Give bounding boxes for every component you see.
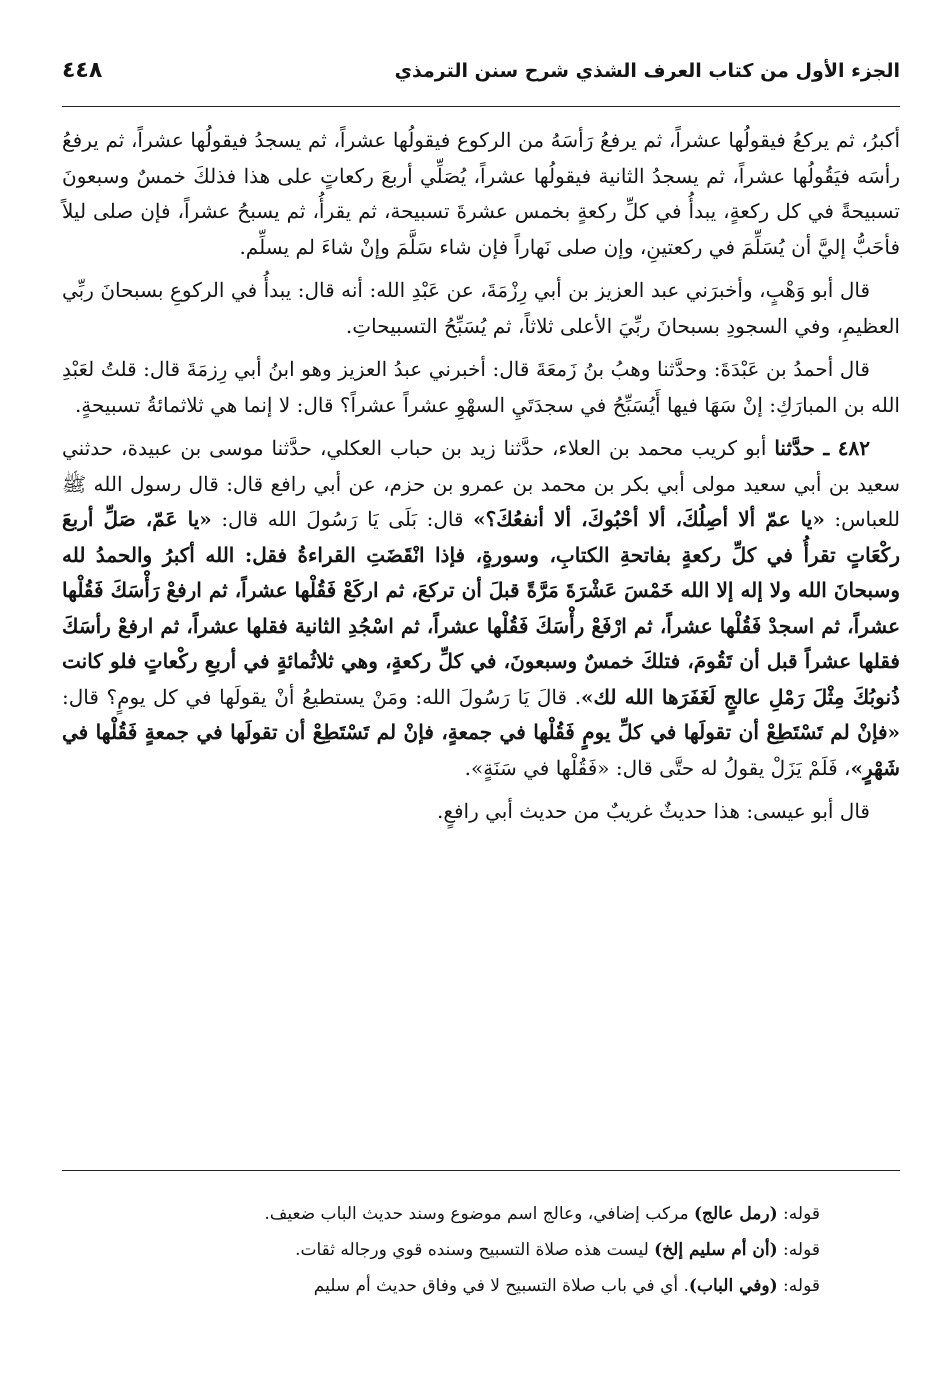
abu-isa-comment: قال أبو عيسى: هذا حديثٌ غريبٌ من حديث أبي رافعٍ. — [436, 799, 870, 823]
main-text — [62, 123, 900, 830]
footnote-prefix: قوله: — [777, 1204, 820, 1224]
footnotes — [62, 1196, 900, 1304]
hadith-text-4: ، فَلَمْ يَزَلْ يقولُ له حتَّى قال: «فَقُلْها في سَنَةٍ». — [464, 755, 851, 780]
book-title: الجزء الأول من كتاب العرف الشذي شرح سنن الترمذي — [394, 60, 900, 82]
footnote-text: مركب إضافي، وعالج اسم موضوع وسند حديث الباب ضعيف. — [264, 1204, 694, 1224]
hadith-number: ٤٨٢ ـ حدَّثنا — [774, 436, 871, 460]
footnote-text: . أي في باب صلاة التسبيح لا في وفاق حديث أم سليم — [313, 1276, 689, 1296]
hadith-482 — [62, 431, 900, 786]
paragraph-1: أكبرُ، ثم يركعُ فيقولُها عشراً، ثم يرفعُ رَأسَهُ من الركوع فيقولُها عشراً، ثم يسجدُ فيقولُها عشراً، ثم يرفعُ رأسَه فيَقُولُها عشراً، ثم يسجدُ الثانية فيقولُها عشراً، يُصَلِّي أربعَ ركعاتٍ على هذا فذلكَ خمسٌ وسبعونَ تسبيحةً في كل ركعةٍ، يبدأُ في كلِّ ركعةٍ بخمس عشرةَ تسبيحة، ثم يقرأُ، ثم يسبحُ عشراً، فإن صلى ليلاً فأحَبُّ إليَّ أن يُسَلِّمَ في ركعتينِ، وإن صلى نَهاراً فإن شاء سَلَّمَ وإنْ شاءَ لم يسلِّم. — [62, 128, 900, 259]
hadith-text-2: قال: بَلَى يَا رَسُولَ الله قال: — [211, 507, 474, 531]
hadith-quote-2: «يا عَمّ، صَلِّ أربعَ ركْعَاتٍ تقرأُ في كلِّ ركعةٍ بفاتحةِ الكتابِ، وسورةٍ، فإذا انْقَضَتِ القراءةُ فقل: الله أكبرُ والحمدُ لله وسبحانَ الله ولا إله إلا الله خَمْسَ عَشْرَةَ مَرَّةً قبلَ أن تركعَ، ثم اركَعْ فَقُلْها عشراً، ثم ارفعْ رَأْسَكَ فَقُلْها عشراً، ثم اسجدْ فَقُلْها عشراً، ثم ارْفَعْ رأْسَكَ فَقُلْها عشراً، ثم اسْجُدِ الثانية فقلها عشراً، ثم ارفعْ رأسَكَ فقلها عشراً قبل أن تَقُومَ، فتلكَ خمسٌ وسبعونَ، في كلِّ ركعةٍ، وهي ثلاثُمائةٍ في أربعِ ركْعاتٍ فلو كانت ذُنوبُكَ مِثْلَ رَمْلِ عالجٍ لَغَفَرَها الله لك» — [62, 507, 900, 709]
page-number: ٤٤٨ — [62, 58, 103, 83]
footnote-term: (أن أم سليم إلخ) — [654, 1240, 778, 1260]
hadith-quote-1: «يا عمّ ألا أصِلُكَ، ألا أحْبُوكَ، ألا أنفعُكَ؟» — [473, 507, 825, 531]
footnote-divider — [62, 1170, 900, 1171]
footnote-term: (رمل عالج) — [693, 1204, 778, 1224]
paragraph-2: قال أبو وَهْبٍ، وأخبرَني عبد العزيز بن أبي رِزْمَةَ، عن عَبْدِ الله: أنه قال: يبدأُ في الركوعِ بسبحانَ ربِّي العظيمِ، وفي السجودِ بسبحانَ ربِّيَ الأعلى ثلاثاً، ثم يُسَبِّحُ التسبيحاتِ. — [62, 278, 900, 338]
paragraph-3: قال أحمدُ بن عَبْدَةَ: وحدَّثنا وهبُ بنُ زَمعَةَ قال: أخبرني عبدُ العزيز وهو ابنُ أبي رِزمَةَ قال: قلتُ لعَبْدِ الله بن المبارَكِ: إنْ سَهَا فيها أَيُسَبِّحُ في سجدَتَيِ السهْوِ عشراً عشراً؟ قال: لا إنما هي ثلاثمائةُ تسبيحةٍ. — [62, 357, 900, 417]
footnote-term: (وفي الباب) — [688, 1276, 778, 1296]
footnote-1 — [62, 1196, 900, 1232]
page — [62, 58, 900, 838]
footnote-prefix: قوله: — [777, 1240, 820, 1260]
footnote-text: ليست هذه صلاة التسبيح وسنده قوي ورجاله ثقات. — [295, 1240, 655, 1260]
footnote-3 — [62, 1268, 900, 1304]
hadith-isnad: أبو كريب محمد بن العلاء، حدَّثنا زيد بن حباب العكلي، حدَّثنا موسى بن عبيدة، حدثني سعيد بن أبي سعيد مولى أبي بكر بن محمد بن عمرو بن حزم، عن أبي رافع قال: قال رسول الله ﷺ للعباس: — [62, 436, 900, 531]
running-header — [62, 58, 900, 107]
footnote-prefix: قوله: — [777, 1276, 820, 1296]
footnote-2 — [62, 1232, 900, 1268]
hadith-text-3: . قالَ يَا رَسُولَ الله: ومَنْ يستطيعُ أنْ يقولَها في كل يومٍ؟ قال: — [62, 684, 582, 709]
hadith-quote-3: «فإنْ لم تَسْتَطِعْ أن تقولَها في كلِّ يومٍ فَقُلْها في جمعةٍ، فإنْ لم تَسْتَطِعْ أن تقولَها في جمعةٍ فَقُلْها في شَهْرٍ» — [62, 720, 900, 780]
